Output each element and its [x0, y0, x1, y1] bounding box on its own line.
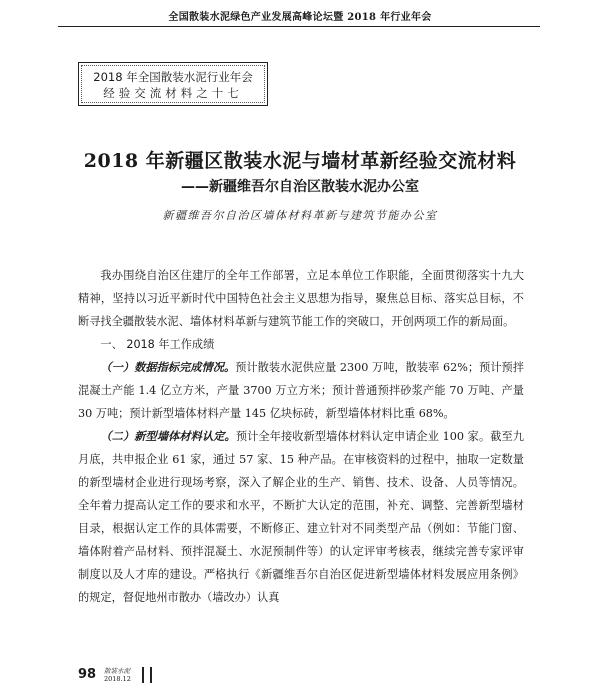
intro-paragraph: 我办围绕自治区住建厅的全年工作部署，立足本单位工作职能，全面贯彻落实十九大精神，坚持以习近平新时代中国特色社会主义思想为指导，聚焦总目标、落实总目标，不断寻找全疆散装水泥、墙体材料革新与建筑节能工作的突破口，开创两项工作的新局面。 [78, 269, 524, 328]
paragraph-lead: （二）新型墙体材料认定。 [100, 429, 236, 443]
running-header: 全国散装水泥绿色产业发展高峰论坛暨 2018 年行业年会 [168, 12, 432, 23]
paragraph-text: 预计散装水泥供应量 2300 万吨，散装率 62%；预计预拌混凝土产能 1.4 亿立方米，产量 3700 万立方米；预计普通预拌砂浆产能 70 万吨、产量 30 万吨；预计新型墙体材料产量 145 亿块标砖，新型墙体材料比重 68%。 [78, 361, 524, 420]
series-line-1: 2018 年全国散装水泥行业年会 [93, 70, 253, 84]
footer-bars-ornament [142, 667, 152, 683]
paragraph-wall-material-certification [78, 425, 524, 609]
paragraph-text: 预计全年接收新型墙体材料认定申请企业 100 家。截至九月底，共申报企业 61 家，通过 57 家、15 种产品。在审核资料的过程中，抽取一定数量的新型墙材企业进行现场考察，深入了解企业的生产、销售、技术、设备、人员等情况。全年着力提高认定工作的要求和水平，不断扩大认定的范围，补充、调整、完善新型墙材目录，根据认定工作的具体需要，不断修正、建立针对不同类型产品（例如：节能门窗、墙体附着产品材料、预拌混凝土、水泥预制件等）的认定评审考核表，继续完善专家评审制度以及人才库的建设。严格执行《新疆维吾尔自治区促进新型墙体材料发展应用条例》的规定，督促地州市散办（墙改办）认真 [78, 430, 524, 604]
page-number: 98 [78, 667, 97, 682]
article-body [78, 264, 524, 609]
section-heading: 一、 2018 年工作成绩 [100, 338, 215, 351]
series-line-2: 经验交流材料之十七 [103, 86, 243, 100]
series-label-box [78, 62, 268, 106]
paragraph-data-indicators [78, 356, 524, 425]
article-author: 新疆维吾尔自治区墙体材料革新与建筑节能办公室 [162, 209, 438, 222]
journal-name: 散装水泥 [104, 667, 130, 675]
header-divider [58, 26, 540, 27]
article-subtitle: ——新疆维吾尔自治区散装水泥办公室 [181, 179, 419, 195]
article-title: 2018 年新疆区散装水泥与墙材革新经验交流材料 [83, 150, 517, 172]
series-label-inner [81, 65, 265, 103]
journal-issue: 2018.12 [104, 675, 131, 683]
page-footer [78, 667, 198, 687]
paragraph-lead: （一）数据指标完成情况。 [100, 360, 236, 374]
